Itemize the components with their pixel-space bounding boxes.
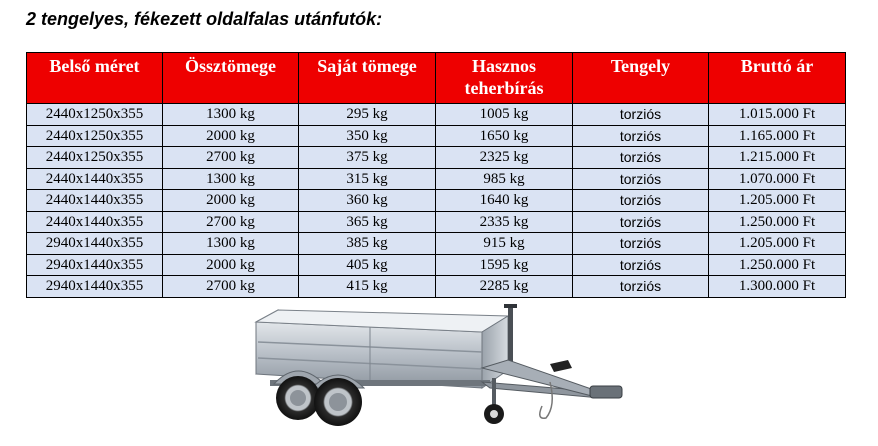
cell-total-weight: 1300 kg xyxy=(163,168,299,190)
cell-payload: 1650 kg xyxy=(436,125,573,147)
cell-payload: 2285 kg xyxy=(436,276,573,298)
cell-gross-price: 1.250.000 Ft xyxy=(709,211,846,233)
cell-total-weight: 2700 kg xyxy=(163,211,299,233)
cell-payload: 985 kg xyxy=(436,168,573,190)
cell-inner-size: 2940x1440x355 xyxy=(27,233,163,255)
cell-inner-size: 2940x1440x355 xyxy=(27,254,163,276)
cell-own-weight: 415 kg xyxy=(299,276,436,298)
cell-total-weight: 2700 kg xyxy=(163,276,299,298)
cell-gross-price: 1.205.000 Ft xyxy=(709,190,846,212)
cell-payload: 915 kg xyxy=(436,233,573,255)
cell-axle: torziós xyxy=(573,104,709,126)
cell-payload: 1595 kg xyxy=(436,254,573,276)
cell-total-weight: 2000 kg xyxy=(163,190,299,212)
cell-inner-size: 2440x1250x355 xyxy=(27,147,163,169)
table-row xyxy=(27,125,846,147)
cell-total-weight: 1300 kg xyxy=(163,233,299,255)
cell-own-weight: 295 kg xyxy=(299,104,436,126)
cell-inner-size: 2440x1440x355 xyxy=(27,190,163,212)
cell-axle: torziós xyxy=(573,190,709,212)
table-body xyxy=(27,104,846,298)
page-heading: 2 tengelyes, fékezett oldalfalas utánfutók: xyxy=(26,9,383,29)
cell-gross-price: 1.205.000 Ft xyxy=(709,233,846,255)
header-gross-price: Bruttó ár xyxy=(709,53,846,104)
cell-payload: 2335 kg xyxy=(436,211,573,233)
cell-payload: 1005 kg xyxy=(436,104,573,126)
table-row xyxy=(27,211,846,233)
cell-axle: torziós xyxy=(573,147,709,169)
cell-axle: torziós xyxy=(573,125,709,147)
cell-inner-size: 2440x1440x355 xyxy=(27,168,163,190)
table-row xyxy=(27,168,846,190)
table-row xyxy=(27,190,846,212)
trailer-price-table xyxy=(26,52,846,298)
table-row xyxy=(27,104,846,126)
trailer-photo xyxy=(250,302,630,434)
header-own-weight: Saját tömege xyxy=(299,53,436,104)
cell-inner-size: 2940x1440x355 xyxy=(27,276,163,298)
cell-own-weight: 350 kg xyxy=(299,125,436,147)
cell-own-weight: 315 kg xyxy=(299,168,436,190)
cell-axle: torziós xyxy=(573,211,709,233)
cell-total-weight: 2700 kg xyxy=(163,147,299,169)
cell-axle: torziós xyxy=(573,168,709,190)
cell-gross-price: 1.015.000 Ft xyxy=(709,104,846,126)
cell-inner-size: 2440x1250x355 xyxy=(27,104,163,126)
cell-own-weight: 365 kg xyxy=(299,211,436,233)
cell-own-weight: 375 kg xyxy=(299,147,436,169)
cell-axle: torziós xyxy=(573,233,709,255)
cell-total-weight: 1300 kg xyxy=(163,104,299,126)
table-header-row xyxy=(27,53,846,104)
cell-inner-size: 2440x1250x355 xyxy=(27,125,163,147)
cell-payload: 1640 kg xyxy=(436,190,573,212)
cell-total-weight: 2000 kg xyxy=(163,254,299,276)
cell-axle: torziós xyxy=(573,254,709,276)
cell-own-weight: 405 kg xyxy=(299,254,436,276)
cell-gross-price: 1.165.000 Ft xyxy=(709,125,846,147)
header-inner-size: Belső méret xyxy=(27,53,163,104)
cell-gross-price: 1.300.000 Ft xyxy=(709,276,846,298)
header-total-weight: Össztömege xyxy=(163,53,299,104)
cell-payload: 2325 kg xyxy=(436,147,573,169)
cell-gross-price: 1.070.000 Ft xyxy=(709,168,846,190)
cell-gross-price: 1.250.000 Ft xyxy=(709,254,846,276)
header-axle: Tengely xyxy=(573,53,709,104)
table-row xyxy=(27,276,846,298)
cell-inner-size: 2440x1440x355 xyxy=(27,211,163,233)
table-row xyxy=(27,147,846,169)
cell-own-weight: 385 kg xyxy=(299,233,436,255)
cell-own-weight: 360 kg xyxy=(299,190,436,212)
header-payload: Hasznos teherbírás xyxy=(436,53,573,104)
table-row xyxy=(27,254,846,276)
cell-total-weight: 2000 kg xyxy=(163,125,299,147)
table-row xyxy=(27,233,846,255)
cell-axle: torziós xyxy=(573,276,709,298)
cell-gross-price: 1.215.000 Ft xyxy=(709,147,846,169)
